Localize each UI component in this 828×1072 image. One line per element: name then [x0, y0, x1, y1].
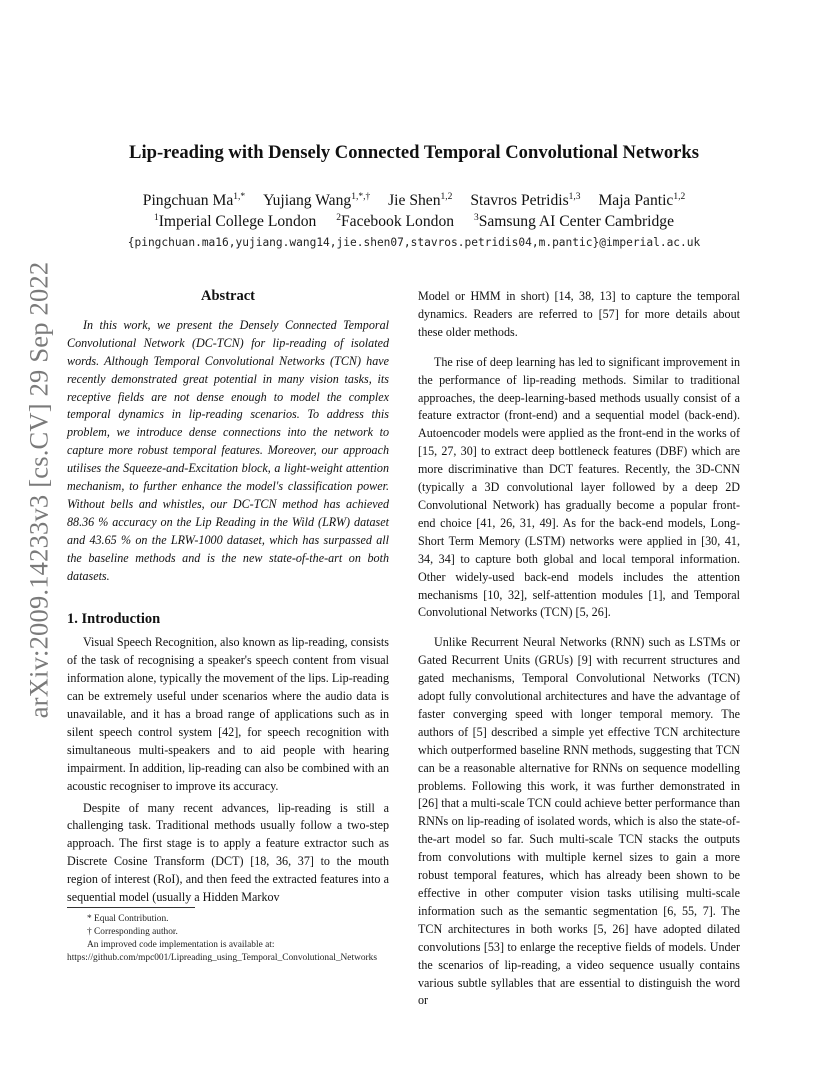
footnote-code-link: An improved code implementation is available at: https://github.com/mpc001/Lipreading_using_Temporal_Convolutional_Networks	[67, 940, 377, 963]
affiliation: $^3$Samsung AI Center Cambridge	[473, 212, 675, 230]
author: Jie Shen$^{1,2}$	[388, 191, 453, 209]
body-paragraph: Model or HMM in short) [14, 38, 13] to capture the temporal dynamics. Readers are referred to [57] for more details about these older methods.	[418, 289, 740, 339]
abstract-heading: Abstract	[201, 288, 255, 304]
author: Pingchuan $Ma^{1,*}$	[142, 191, 246, 209]
arxiv-side-identifier	[23, 240, 55, 740]
author: Maja Pantic$^{1,2}$	[598, 191, 686, 209]
intro-paragraph: Visual Speech Recognition, also known as lip-reading, consists of the task of recognising a speaker's speech content from visual information alone, typically the movement of the lips. Lip-reading can be extremely useful under scenarios where the audio data is unavailable, and it has a broad range of applications such as in silent speech control system [42], for speech recognition with simultaneous multi-speakers and to aid people with hearing impairment. In addition, lip-reading can also be combined with an acoustic recogniser to improve its accuracy.	[67, 635, 389, 793]
body-paragraph: Unlike Recurrent Neural Networks (RNN) such as LSTMs or Gated Recurrent Units (GRUs) [9] with recurrent structures and gated mechanisms, Temporal Convolutional Networks (TCN) adopt fully convolutional architectures and have the advantage of faster converging speed with longer temporal memory. The authors of [5] described a simple yet effective TCN architecture which outperformed baseline RNN methods, suggesting that TCN can be a reasonable alternative for RNNs on sequence modelling problems. Following this work, it was further demonstrated in [26] that a multi-scale TCN could achieve better performance than RNNs on lip-reading of isolated words, which is also the state-of-the-art model so far. Such multi-scale TCN stacks the outputs from convolutions with multiple kernel sizes to gain a more robust temporal features, which has already been shown to be effective in other computer vision tasks utilising multi-scale information such as the semantic segmentation [6, 55, 7]. The TCN architectures in both works [5, 26] have adopted dilated convolutions [53] to enlarge the receptive fields of models. Under the scenarios of lip-reading, a video sequence usually contains various subtle syllables that are essential to distinguish the word or	[418, 635, 740, 1008]
footnote-equal-contribution: * Equal Contribution.	[87, 914, 169, 924]
body-paragraph: The rise of deep learning has led to significant improvement in the performance of lip-reading methods. Similar to traditional approaches, the deep-learning-based methods usually consist of a feature extractor (front-end) and a sequential model (back-end). Autoencoder models were applied as the front-end in the works of [15, 27, 30] to extract deep bottleneck features (DBF) which are more discriminative than DCT features. Recently, the 3D-CNN (typically a 3D convolutional layer followed by a deep 2D Convolutional Network) has gradually become a popular front-end choice [41, 26, 31, 49]. As for the back-end models, Long-Short Term Memory (LSTM) networks were applied in [30, 41, 34, 34] to capture both global and local temporal information. Other widely-used back-end models includes the attention mechanisms [10, 32], self-attention modules [1], and Temporal Convolutional Networks (TCN) [5, 26].	[418, 354, 740, 620]
author: Yujiang Wang$^{1,*,\dagger}$	[263, 191, 371, 209]
arxiv-id-text: arXiv:2009.14233v3 [cs.CV] 29 Sep 2022	[23, 261, 54, 719]
footnotes	[67, 913, 389, 965]
introduction-heading: 1. Introduction	[67, 610, 161, 627]
author: Stavros Petridis$^{1,3}$	[470, 191, 581, 209]
abstract-body: In this work, we present the Densely Connected Temporal Convolutional Network (DC-TCN) for lip-reading of isolated words. Although Temporal Convolutional Networks (TCN) have recently demonstrated great potential in many vision tasks, its receptive fields are not dense enough to model the complex temporal dynamics in lip-reading scenarios. To address this problem, we introduce dense connections into the network to capture more robust temporal features. Moreover, our approach utilises the Squeeze-and-Excitation block, a light-weight attention mechanism, to further enhance the model's classification power. Without bells and whistles, our DC-TCN method has achieved 88.36 % accuracy on the Lip Reading in the Wild (LRW) dataset and 43.65 % on the LRW-1000 dataset, which has surpassed all the baseline methods and is the new state-of-the-art on both datasets.	[67, 317, 389, 583]
affiliation: $^1$Imperial College London	[153, 212, 317, 230]
left-column	[67, 288, 389, 907]
author-list	[0, 192, 828, 210]
author-emails: {pingchuan.ma16,yujiang.wang14,jie.shen07,stavros.petridis04,m.pantic}@imperial.ac.uk	[127, 236, 701, 249]
affiliation: $^2$Facebook London	[336, 212, 455, 230]
affiliation-list	[0, 213, 828, 231]
intro-paragraph: Despite of many recent advances, lip-reading is still a challenging task. Traditional methods usually follow a two-step approach. The first stage is to apply a feature extractor such as Discrete Cosine Transform (DCT) [18, 36, 37] to the mouth region of interest (RoI), and then feed the extracted features into a sequential model (usually a Hidden Markov	[67, 800, 389, 905]
paper-title: Lip-reading with Densely Connected Temporal Convolutional Networks	[129, 142, 699, 163]
footnote-rule	[67, 907, 195, 908]
right-column	[418, 288, 740, 1010]
footnote-corresponding-author: † Corresponding author.	[87, 927, 178, 937]
